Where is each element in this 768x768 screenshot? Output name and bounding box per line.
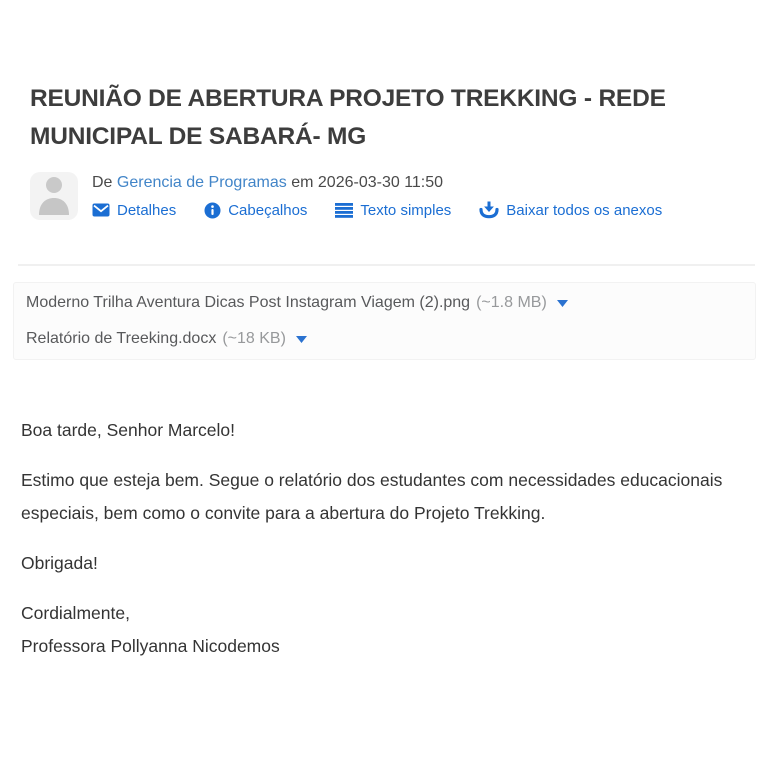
attachment-row (26, 328, 743, 350)
attachments-panel (13, 282, 756, 360)
details-link[interactable] (92, 202, 176, 219)
datetime-text: 2026-03-30 11:50 (317, 174, 444, 191)
body-signature (21, 597, 726, 663)
signature-line: Professora Pollyanna Nicodemos (21, 636, 280, 656)
body-greeting: Boa tarde, Senhor Marcelo! (21, 420, 236, 440)
from-line (92, 174, 662, 192)
person-icon (30, 172, 78, 220)
header-info (92, 172, 662, 219)
list-icon[interactable] (335, 203, 353, 218)
headers-link[interactable] (204, 202, 307, 219)
message-actions (92, 201, 662, 219)
envelope-icon[interactable] (92, 203, 110, 217)
attachment-size: (~18 KB) (222, 330, 286, 347)
attachment-name[interactable]: Moderno Trilha Aventura Dicas Post Instagram Viagem (2).png (26, 294, 471, 311)
date-connector: em (291, 174, 314, 191)
download-all-label[interactable]: Baixar todos os anexos (506, 201, 663, 219)
attachment-dropdown-icon[interactable] (557, 300, 568, 307)
body-thanks: Obrigada! (21, 553, 98, 573)
attachment-row (26, 292, 743, 314)
attachment-name[interactable]: Relatório de Treeking.docx (26, 330, 217, 347)
attachment-dropdown-icon[interactable] (296, 336, 307, 343)
download-icon[interactable] (479, 201, 499, 219)
plain-text-link[interactable] (335, 202, 451, 219)
attachment-size: (~1.8 MB) (476, 294, 547, 311)
headers-label[interactable]: Cabeçalhos (228, 201, 308, 219)
sender-link[interactable]: Gerencia de Programas (116, 174, 287, 191)
info-icon[interactable] (204, 202, 221, 219)
header-divider (18, 264, 755, 266)
details-label[interactable]: Detalhes (117, 201, 177, 219)
email-header (30, 172, 738, 220)
plain-text-label[interactable]: Texto simples (360, 201, 452, 219)
email-subject: REUNIÃO DE ABERTURA PROJETO TREKKING - REDE MUNICIPAL DE SABARÁ- MG (30, 85, 666, 150)
closing-line: Cordialmente, (21, 603, 130, 623)
body-paragraph: Estimo que esteja bem. Segue o relatório dos estudantes com necessidades educacionais especiais, bem como o convite para a abertura do Projeto Trekking. (21, 470, 723, 523)
from-label: De (92, 174, 113, 191)
email-body (21, 414, 738, 663)
sender-avatar (30, 172, 78, 220)
download-all-link[interactable] (479, 201, 662, 219)
